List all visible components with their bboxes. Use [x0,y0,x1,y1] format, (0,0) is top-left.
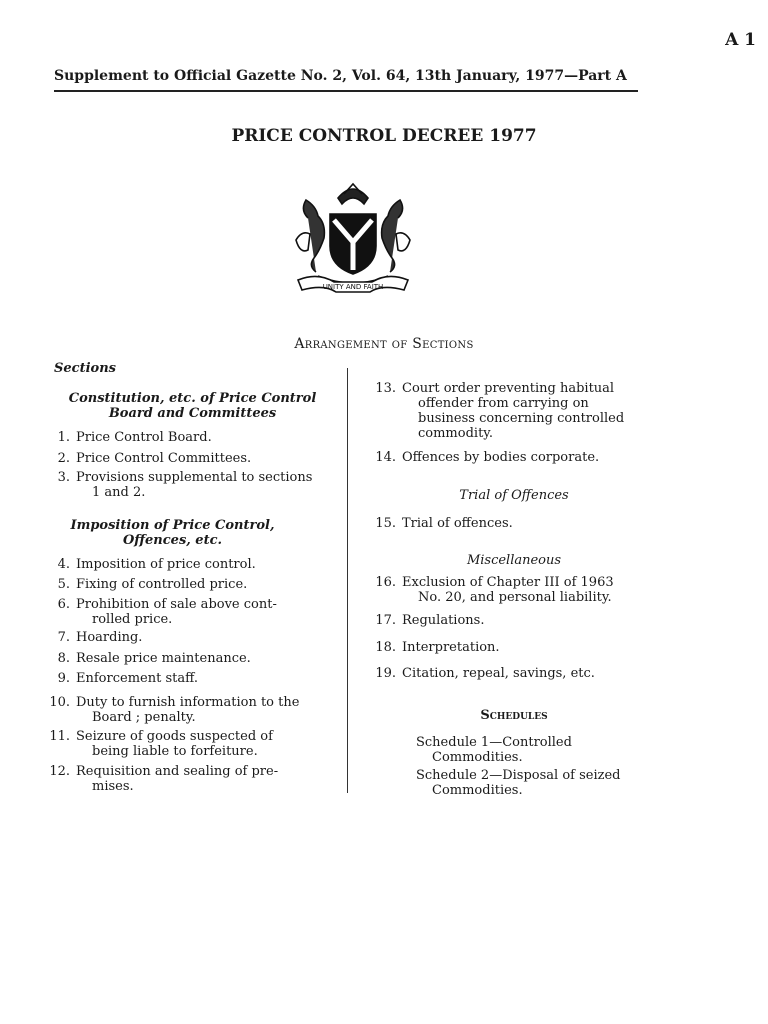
list-item: 13. Court order preventing habitual offender from carrying on business concerning controlled commodity. [375,381,625,441]
list-item: 6. Prohibition of sale above cont- rolled price. [57,597,277,627]
list-item: 16. Exclusion of Chapter III of 1963 No. 20, and personal liability. [375,575,614,605]
coat-of-arms-icon [278,180,428,298]
heading-constitution: Constitution, etc. of Price Control Board and Committees [68,391,317,421]
document-title: PRICE CONTROL DECREE 1977 [231,126,537,146]
heading-misc: Miscellaneous [466,553,562,568]
list-item: 5. Fixing of controlled price. [57,577,248,592]
schedule-item: Schedule 2—Disposal of seized Commodities. [416,768,621,798]
list-item: 1. Price Control Board. [57,430,212,445]
list-item: 12. Requisition and sealing of pre- mises. [49,764,279,794]
heading-trial: Trial of Offences [459,488,569,503]
schedule-item: Schedule 1—Controlled Commodities. [416,735,572,765]
list-item: 10. Duty to furnish information to the Board ; penalty. [49,695,300,725]
list-item: 11. Seizure of goods suspected of being liable to forfeiture. [49,729,273,759]
list-item: 14. Offences by bodies corporate. [375,450,600,465]
list-item: 8. Resale price maintenance. [57,651,251,666]
list-item: 7. Hoarding. [57,630,143,645]
heading-imposition: Imposition of Price Control, Offences, etc. [70,518,275,548]
list-item: 19. Citation, repeal, savings, etc. [375,666,595,681]
list-item: 17. Regulations. [375,613,485,628]
list-item: 2. Price Control Committees. [57,451,252,466]
header-rule [54,90,638,92]
arrangement-heading: Arrangement of Sections [294,336,474,352]
column-divider [347,368,348,793]
list-item: 4. Imposition of price control. [57,557,256,572]
motto: UNITY AND FAITH [322,283,384,291]
list-item: 3. Provisions supplemental to sections 1 and 2. [57,470,313,500]
schedules-heading: Schedules [480,708,548,723]
gazette-header: Supplement to Official Gazette No. 2, Vol. 64, 13th January, 1977—Part A [54,68,627,84]
list-item: 9. Enforcement staff. [57,671,198,686]
list-item: 15. Trial of offences. [375,516,513,531]
sections-label: Sections [54,361,116,376]
list-item: 18. Interpretation. [375,640,500,655]
page-number: A 1 [725,30,756,50]
